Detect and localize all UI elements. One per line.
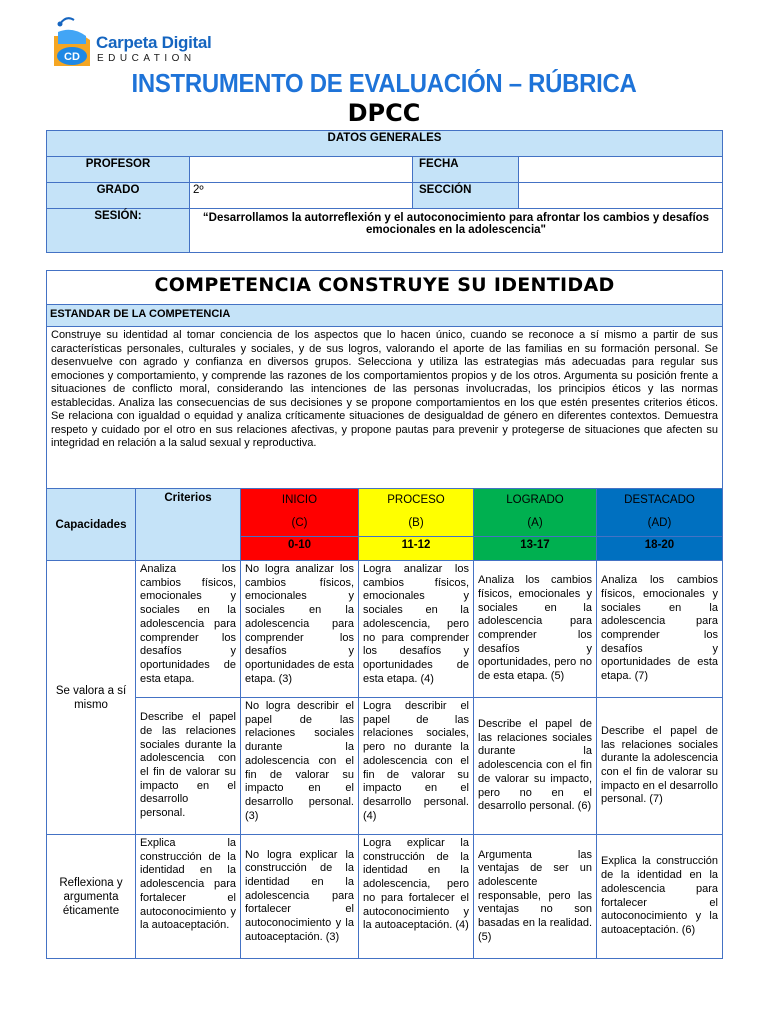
logo-name: Carpeta Digital: [96, 33, 212, 52]
page-title: INSTRUMENTO DE EVALUACIÓN – RÚBRICA: [131, 68, 637, 98]
rubric-table: [46, 270, 723, 959]
level-proceso-range: 11-12: [359, 537, 474, 561]
level-code: (B): [408, 517, 424, 529]
seccion-label: SECCIÓN: [413, 183, 519, 209]
level-logrado-header: [474, 489, 597, 537]
level-destacado-header: [597, 489, 723, 537]
logo-subtitle: EDUCATION: [97, 53, 196, 64]
inicio-cell: No logra analizar los cambios físicos, emocionales y sociales en la adolescencia para comprender los desafíos y oportunidades de esta etapa. (3): [241, 561, 359, 698]
capacidades-header: Capacidades: [47, 489, 136, 561]
level-code: (AD): [647, 517, 672, 529]
inicio-cell: No logra describir el papel de las relaciones sociales durante la adolescencia con el fin de valorar su impacto en el desarrollo personal. (3): [241, 698, 359, 835]
grado-field[interactable]: 2º: [190, 183, 413, 209]
level-name: LOGRADO: [506, 494, 564, 506]
level-code: (A): [527, 517, 543, 529]
level-destacado-range: 18-20: [597, 537, 723, 561]
level-logrado-range: 13-17: [474, 537, 597, 561]
fecha-field[interactable]: [519, 157, 723, 183]
proceso-cell: Logra analizar los cambios físicos, emocionales y sociales en la adolescencia, pero no para comprender los desafíos y oportunidades de esta etapa. (4): [359, 561, 474, 698]
logo-badge: CD: [64, 51, 80, 63]
destacado-cell: Describe el papel de las relaciones sociales durante la adolescencia con el fin de valorar su impacto en el desarrollo personal. (7): [597, 698, 723, 835]
capacidad-cell: Reflexiona y argumenta éticamente: [47, 835, 136, 959]
destacado-cell: Analiza los cambios físicos, emocionales y sociales en la adolescencia para comprender los desafíos y oportunidades de esta etapa. (7): [597, 561, 723, 698]
inicio-cell: No logra explicar la construcción de la identidad en la adolescencia para fortalecer el autoconocimiento y la autoaceptación. (3): [241, 835, 359, 959]
competencia-title: COMPETENCIA CONSTRUYE SU IDENTIDAD: [47, 271, 723, 305]
proceso-cell: Logra describir el papel de las relaciones sociales, pero no durante la adolescencia con el fin de valorar su impacto en el desarrollo personal. (4): [359, 698, 474, 835]
sesion-label: SESIÓN:: [47, 209, 190, 253]
estandar-label: ESTANDAR DE LA COMPETENCIA: [47, 305, 723, 327]
estandar-text: Construye su identidad al tomar conciencia de los aspectos que lo hacen único, cuando se reconoce a sí mismo a partir de sus características personales, culturales y sociales, y de sus logros, valorando el aporte de las familias en su formación personal. Se desenvuelve con agrado y confianza en diversos grupos. Selecciona y utiliza las estrategias más adecuadas para regular sus emociones y comportamiento, y comprende las razones de los comportamientos propios y de los otros. Argumenta su posición frente a situaciones de conflicto moral, considerando las intenciones de las personas involucradas, los principios éticos y las normas establecidas. Analiza las consecuencias de sus decisiones y se propone comportamientos en los que estén presentes criterios éticos. Se relaciona con igualdad o equidad y analiza críticamente situaciones de desigualdad de género en diferentes contextos. Demuestra respeto y cuidado por el otro en sus relaciones afectivas, y propone pautas para prevenir y protegerse de situaciones que afecten su integridad en relación a la salud sexual y reproductiva.: [47, 327, 723, 489]
capacidad-cell: Se valora a sí mismo: [47, 561, 136, 835]
fecha-label: FECHA: [413, 157, 519, 183]
table-row: [47, 561, 723, 698]
criterio-cell: Explica la construcción de la identidad en la adolescencia para fortalecer el autoconocimiento y la autoaceptación.: [136, 835, 241, 959]
logrado-cell: Analiza los cambios físicos, emocionales y sociales en la adolescencia para comprender los desafíos y oportunidades, pero no de esta etapa. (5): [474, 561, 597, 698]
level-inicio-range: 0-10: [241, 537, 359, 561]
proceso-cell: Logra explicar la construcción de la identidad en la adolescencia, pero no para fortalecer el autoconocimiento y la autoaceptación. (4): [359, 835, 474, 959]
level-name: PROCESO: [387, 494, 445, 506]
level-name: INICIO: [281, 494, 318, 506]
datos-generales-table: [46, 130, 723, 253]
level-proceso-header: [359, 489, 474, 537]
sesion-value: “Desarrollamos la autorreflexión y el autoconocimiento para afrontar los cambios y desafíos emocionales en la adolescencia": [190, 209, 723, 253]
destacado-cell: Explica la construcción de la identidad en la adolescencia para fortalecer el autoconocimiento y la autoaceptación. (6): [597, 835, 723, 959]
datos-generales-header: DATOS GENERALES: [47, 131, 723, 157]
profesor-label: PROFESOR: [47, 157, 190, 183]
seccion-field[interactable]: [519, 183, 723, 209]
page-subtitle: DPCC: [347, 99, 421, 127]
criterio-cell: Describe el papel de las relaciones sociales durante la adolescencia con el fin de valorar su impacto en el desarrollo personal.: [136, 698, 241, 835]
carpeta-digital-logo-icon: [46, 14, 102, 72]
logrado-cell: Describe el papel de las relaciones sociales durante la adolescencia con el fin de valorar su impacto, pero no en el desarrollo personal. (6): [474, 698, 597, 835]
level-name: DESTACADO: [624, 494, 695, 506]
level-inicio-header: [241, 489, 359, 537]
profesor-field[interactable]: [190, 157, 413, 183]
logrado-cell: Argumenta las ventajas de ser un adolescente responsable, pero las ventajas no son basadas en la realidad. (5): [474, 835, 597, 959]
level-code: (C): [291, 517, 308, 529]
criterio-cell: Analiza los cambios físicos, emocionales y sociales en la adolescencia para comprender los desafíos y oportunidades de esta etapa.: [136, 561, 241, 698]
table-row: [47, 698, 723, 835]
grado-label: GRADO: [47, 183, 190, 209]
table-row: [47, 835, 723, 959]
criterios-header: Criterios: [136, 489, 241, 561]
